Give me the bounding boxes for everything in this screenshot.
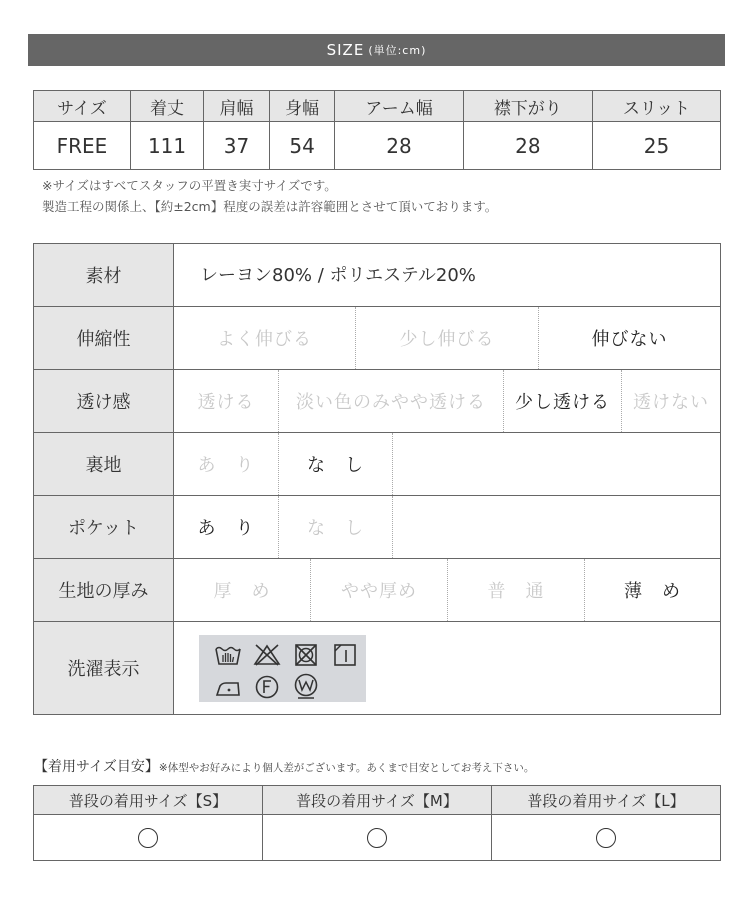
care-label: 洗濯表示 xyxy=(34,622,174,715)
spec-table xyxy=(33,243,721,715)
spec-row-material xyxy=(34,244,721,307)
thickness-option: 普 通 xyxy=(448,559,585,621)
pocket-label: ポケット xyxy=(34,496,174,559)
size-col-body-width: 身幅 xyxy=(269,91,335,122)
lining-label: 裏地 xyxy=(34,433,174,496)
spec-row-sheer xyxy=(34,370,721,433)
fit-col-s: 普段の着用サイズ【S】 xyxy=(34,786,263,815)
spec-row-stretch xyxy=(34,307,721,370)
care-symbols xyxy=(199,635,366,702)
fit-mark-s-circle-icon xyxy=(138,828,158,848)
size-unit: (単位:cm) xyxy=(368,44,427,57)
wet-clean-w-icon xyxy=(291,673,321,701)
size-title: SIZE xyxy=(326,41,365,59)
fit-guide-heading xyxy=(34,756,534,776)
size-col-neck-drop: 襟下がり xyxy=(463,91,592,122)
hand-wash-icon xyxy=(213,641,243,669)
shoulder-value: 37 xyxy=(204,122,270,170)
fit-mark-m-circle-icon xyxy=(367,828,387,848)
neck-drop-value: 28 xyxy=(463,122,592,170)
body-width-value: 54 xyxy=(269,122,335,170)
fit-guide-title: 【着用サイズ目安】 xyxy=(34,759,159,775)
sheer-option: 淡い色のみやや透ける xyxy=(279,370,504,432)
line-dry-shade-icon xyxy=(330,641,360,669)
fit-guide-note: ※体型やお好みにより個人差がございます。あくまで目安としてお考え下さい。 xyxy=(158,762,535,774)
lining-option: あ り xyxy=(174,433,279,495)
fit-header-row xyxy=(34,786,721,815)
material-value: レーヨン80% / ポリエステル20% xyxy=(200,264,476,286)
size-section-header xyxy=(28,34,725,66)
pocket-option-selected: あ り xyxy=(174,496,279,558)
stretch-option: よく伸びる xyxy=(174,307,356,369)
size-col-shoulder: 肩幅 xyxy=(204,91,270,122)
size-notes xyxy=(42,175,497,217)
spec-row-thickness xyxy=(34,559,721,622)
length-value: 111 xyxy=(130,122,203,170)
arm-width-value: 28 xyxy=(335,122,463,170)
sheer-label: 透け感 xyxy=(34,370,174,433)
no-bleach-icon xyxy=(252,641,282,669)
sheer-option-selected: 少し透ける xyxy=(504,370,622,432)
fit-col-m: 普段の着用サイズ【M】 xyxy=(263,786,492,815)
spec-row-pocket xyxy=(34,496,721,559)
note-line: ※サイズはすべてスタッフの平置き実寸サイズです。 xyxy=(42,178,337,193)
iron-low-icon xyxy=(213,673,243,701)
size-col-length: 着丈 xyxy=(130,91,203,122)
thickness-option: やや厚め xyxy=(311,559,448,621)
slit-value: 25 xyxy=(592,122,720,170)
note-line: 製造工程の関係上、【約±2cm】程度の誤差は許容範囲とさせて頂いております。 xyxy=(42,199,498,214)
fit-col-l: 普段の着用サイズ【L】 xyxy=(492,786,721,815)
fit-mark-l-circle-icon xyxy=(596,828,616,848)
stretch-label: 伸縮性 xyxy=(34,307,174,370)
sheer-option: 透けない xyxy=(633,392,709,413)
size-col-arm-width: アーム幅 xyxy=(335,91,463,122)
thickness-option-selected: 薄 め xyxy=(624,581,681,602)
thickness-label: 生地の厚み xyxy=(34,559,174,622)
size-table xyxy=(33,90,721,170)
dry-clean-f-icon xyxy=(252,673,282,701)
size-col-size: サイズ xyxy=(34,91,131,122)
stretch-option: 少し伸びる xyxy=(356,307,539,369)
lining-option-selected: な し xyxy=(279,433,393,495)
sheer-option: 透ける xyxy=(174,370,279,432)
spec-row-lining xyxy=(34,433,721,496)
no-tumble-dry-icon xyxy=(291,641,321,669)
pocket-option: な し xyxy=(279,496,393,558)
fit-guide-table xyxy=(33,785,721,861)
thickness-option: 厚 め xyxy=(174,559,311,621)
size-table-row xyxy=(34,122,721,170)
fit-mark-row xyxy=(34,815,721,861)
size-col-slit: スリット xyxy=(592,91,720,122)
material-label: 素材 xyxy=(34,244,174,307)
size-value: FREE xyxy=(34,122,131,170)
stretch-option-selected: 伸びない xyxy=(591,329,668,350)
size-table-header-row xyxy=(34,91,721,122)
spec-row-care xyxy=(34,622,721,715)
